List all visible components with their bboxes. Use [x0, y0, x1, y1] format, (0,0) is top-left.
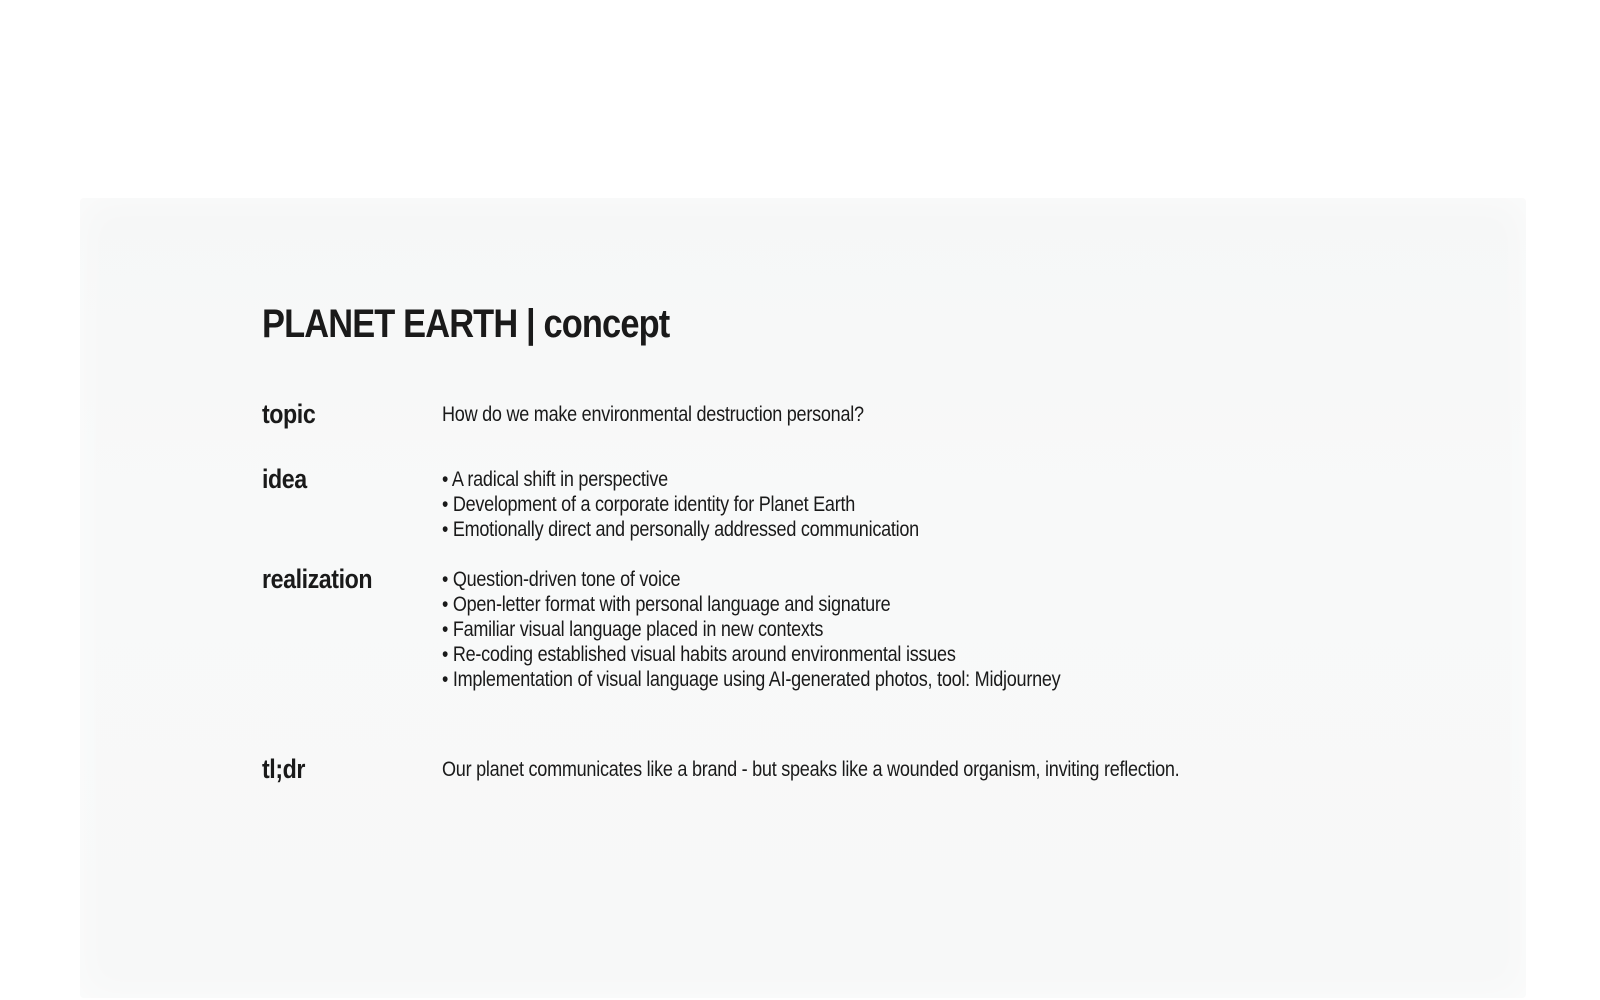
section-label-idea: idea: [262, 464, 307, 494]
page-title: PLANET EARTH | concept: [262, 302, 670, 346]
list-item: • Re-coding established visual habits around environmental issues: [442, 643, 956, 666]
list-item: • Familiar visual language placed in new contexts: [442, 618, 824, 641]
list-item: • Development of a corporate identity for Planet Earth: [442, 493, 856, 516]
section-text-topic: [442, 398, 1362, 427]
section-list-realization: [442, 563, 1362, 692]
list-item: • Open-letter format with personal language and signature: [442, 593, 891, 616]
section-tldr: [262, 753, 1362, 785]
section-realization: [262, 563, 1362, 692]
section-text-tldr: [442, 753, 1362, 782]
section-topic: [262, 398, 1362, 430]
list-item: • Question-driven tone of voice: [442, 568, 681, 591]
list-item: • Emotionally direct and personally addressed communication: [442, 518, 919, 541]
list-item: • Implementation of visual language using AI-generated photos, tool: Midjourney: [442, 668, 1061, 691]
section-idea: [262, 463, 1362, 542]
list-item: • A radical shift in perspective: [442, 468, 668, 491]
section-label-realization: realization: [262, 564, 373, 594]
section-list-idea: [442, 463, 1362, 542]
concept-content: [262, 296, 1362, 785]
topic-text: How do we make environmental destruction personal?: [442, 403, 864, 426]
section-label-topic: topic: [262, 399, 316, 429]
tldr-text: Our planet communicates like a brand - but speaks like a wounded organism, inviting reflection.: [442, 758, 1180, 781]
section-label-tldr: tl;dr: [262, 754, 305, 784]
